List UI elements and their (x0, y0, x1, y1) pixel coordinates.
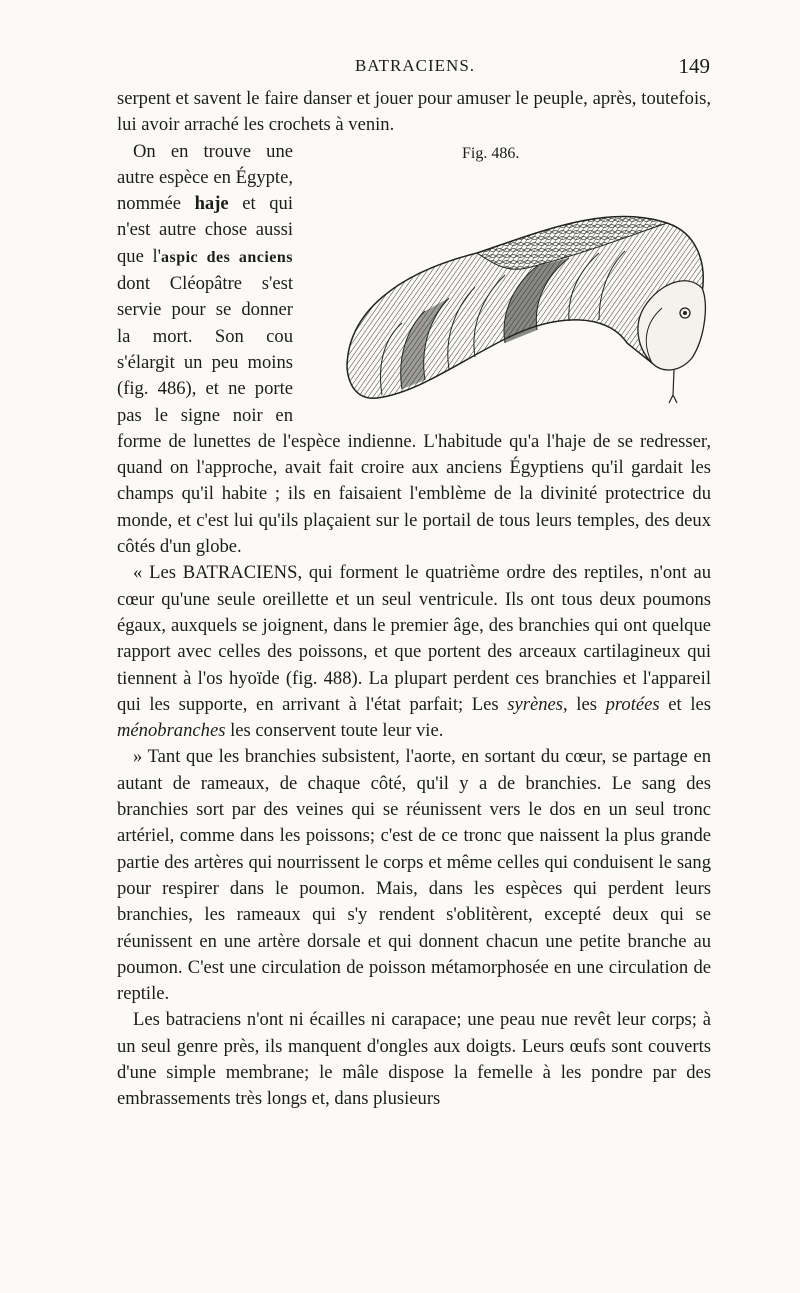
paragraph-4: » Tant que les branchies subsistent, l'aorte, en sortant du cœur, se partage en autant de rameaux, de chaque côté, qu'il y a de branchies. Le sang des branchies sort par des veines qui se réunissent vers le dos en un seul tronc artériel, comme dans les poissons; c'est de ce tronc que naissent la plus grande partie des artères qui nourrissent le corps et même celles qui conduisent le sang pour respirer dans le poumon. Mais, dans les espèces qui perdent leurs branchies, les rameaux qui s'y rendent s'oblitèrent, excepté deux qui se réunissent en une artère dorsale et qui donnent chacun une petite branche au poumon. C'est une circulation de poisson métamorphosée en une circulation de reptile. (117, 746, 711, 1005)
figure-caption: Fig. 486. (462, 144, 520, 162)
p2-text-a: On en trouve une autre espèce en Égypte, nommée (117, 140, 293, 215)
paragraph-3 (117, 560, 711, 744)
p3-text-c: , les (563, 693, 606, 715)
body-text (117, 86, 711, 1113)
p3-text-b: , qui forment le quatrième ordre des reptiles, n'ont au cœur qu'une seule oreillette et un seul ventricule. Ils ont tous deux poumons égaux, auxquels se joignent, dans le premier âge, des branchies qui ont quelque rapport avec celles des poissons, et que portent des arceaux cartilagineux qui tiennent à l'os hyoïde (fig. 488). La plupart perdent ces branchies et l'appareil qui les supporte, en arrivant à l'état parfait; Les (117, 562, 711, 715)
figure-486 (307, 141, 711, 403)
p3-syrenes: syrènes (507, 693, 564, 715)
p2-haje: haje (194, 193, 229, 215)
paragraph-1: serpent et savent le faire danser et jouer pour amuser le peuple, après, toutefois, lui avoir arraché les crochets à venin. (117, 88, 711, 136)
p2-text-b: et qui n'est autre chose aussi que l' (117, 193, 293, 267)
p3-menobranches: ménobranches (117, 720, 226, 742)
p3-text-a: « Les (133, 562, 183, 584)
snake-head-illustration (307, 163, 711, 403)
p3-batraciens: BATRACIENS (182, 562, 298, 584)
paragraph-5: Les batraciens n'ont ni écailles ni carapace; une peau nue revêt leur corps; à un seul genre près, ils manquent d'ongles aux doigts. Leurs œufs sont couverts d'une simple membrane; le mâle dispose la femelle à les pondre par des embrassements très longs et, dans plusieurs (117, 1009, 711, 1110)
paragraph-2-block (117, 139, 711, 561)
p2-text-c: dont Cléopâtre s'est servie pour se donner la mort. Son cou s'élargit un peu moins (fig. 486), et ne porte pas le signe noir en forme de lunettes de l'espèce indienne. L'habitude qu'a l'haje de se redresser, quand on l'approche, avait fait croire aux anciens Égyptiens qu'il gardait les champs qu'il habite ; ils en faisaient l'emblème de la divinité protectrice du monde, et c'est lui qu'ils plaçaient sur le portail de tous leurs temples, des deux côtés d'un globe. (117, 273, 711, 558)
page-number: 149 (678, 54, 710, 78)
page-header (120, 56, 710, 86)
p3-text-e: les conservent toute leur vie. (225, 720, 444, 742)
running-head: BATRACIENS. (354, 56, 476, 75)
p2-aspic: aspic des anciens (160, 248, 293, 266)
p3-protees: protées (605, 693, 660, 715)
p3-text-d: et les (659, 693, 711, 715)
